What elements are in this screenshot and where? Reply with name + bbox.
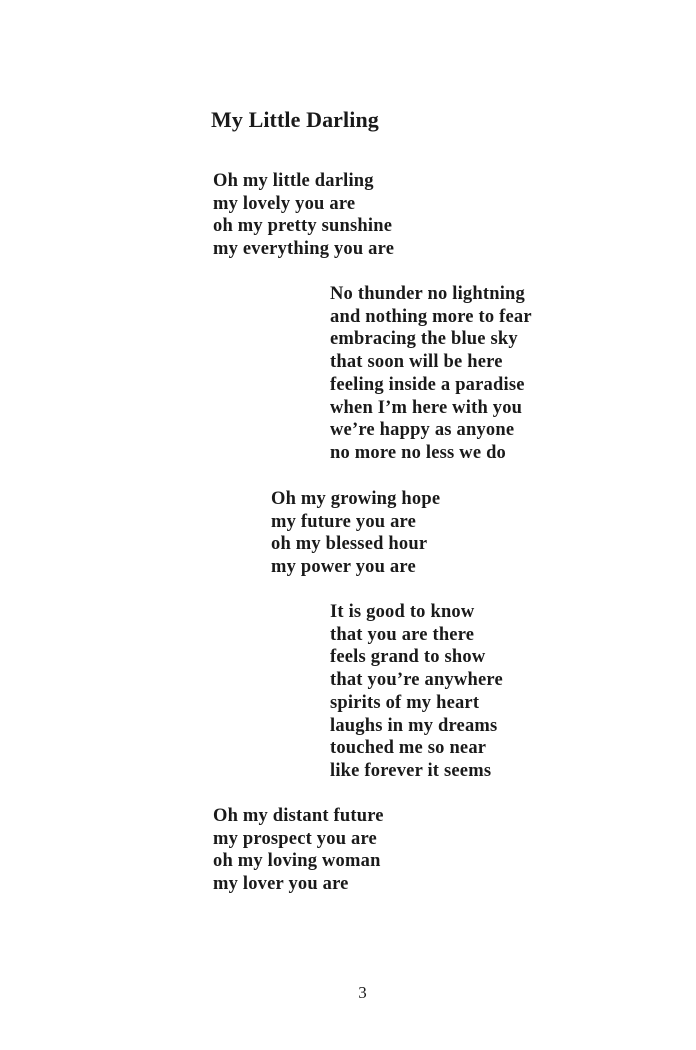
poem-line: that you’re anywhere	[330, 670, 503, 691]
poem-title: My Little Darling	[211, 107, 379, 132]
poem-line: my power you are	[271, 557, 416, 578]
poem-line: my lovely you are	[213, 193, 356, 214]
poem-line: my future you are	[271, 511, 417, 532]
poem-line: my everything you are	[213, 239, 395, 260]
stanza-4	[330, 601, 503, 783]
stanza-5	[213, 805, 384, 896]
poem-line: Oh my distant future	[213, 806, 384, 826]
stanza-1	[213, 170, 394, 261]
poem-line: we’re happy as anyone	[330, 420, 515, 441]
poem-line: that you are there	[330, 624, 475, 645]
poem-line: and nothing more to fear	[330, 306, 532, 327]
page-number: 3	[358, 983, 367, 1002]
poem-line: It is good to know	[330, 602, 475, 622]
poem-line: feeling inside a paradise	[330, 374, 525, 395]
poem-line: laughs in my dreams	[330, 715, 498, 736]
poem-line: Oh my little darling	[213, 171, 374, 191]
stanza-3	[271, 488, 440, 579]
poem-line: when I’m here with you	[330, 397, 523, 418]
poem-line: like forever it seems	[330, 760, 492, 781]
poem-line: oh my loving woman	[213, 851, 381, 872]
poem-line: that soon will be here	[330, 352, 503, 373]
poem-line: spirits of my heart	[330, 692, 480, 713]
poem-line: touched me so near	[330, 738, 487, 759]
poem-line: my lover you are	[213, 874, 349, 895]
poem-line: feels grand to show	[330, 647, 486, 668]
poem-line: embracing the blue sky	[330, 329, 518, 350]
poem-line: Oh my growing hope	[271, 489, 441, 509]
poem-line: oh my pretty sunshine	[213, 216, 393, 237]
poem-line: No thunder no lightning	[330, 284, 525, 304]
poem-line: no more no less we do	[330, 442, 507, 463]
poem-line: oh my blessed hour	[271, 534, 428, 555]
stanza-2	[330, 283, 532, 465]
poem-line: my prospect you are	[213, 828, 377, 849]
